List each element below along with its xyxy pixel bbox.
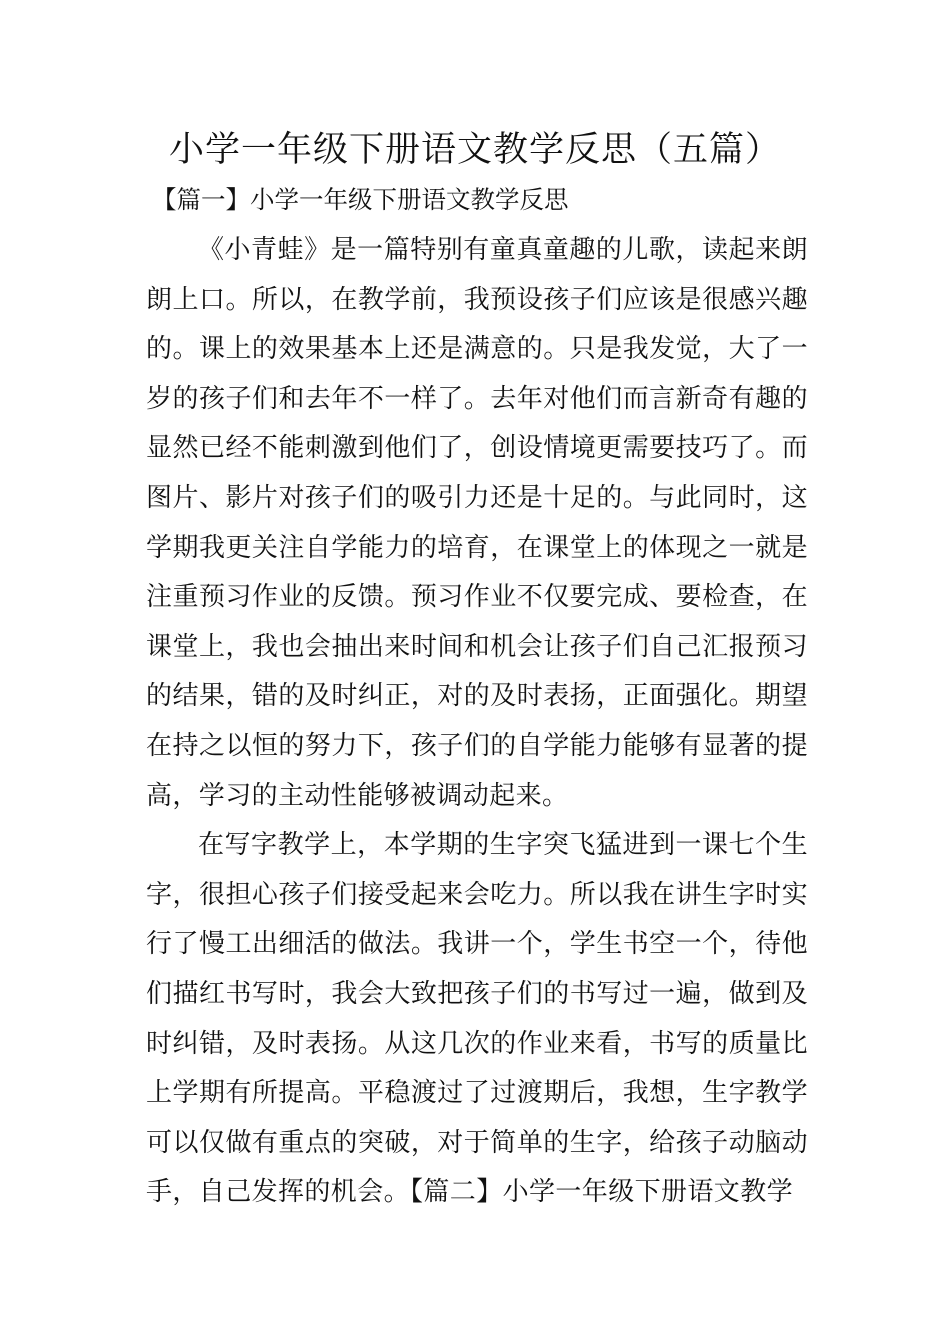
document-title: 小学一年级下册语文教学反思（五篇） [168,130,781,170]
paragraph-1: 《小青蛙》是一篇特别有童真童趣的儿歌，读起来朗朗上口。所以，在教学前，我预设孩子们应该是很感兴趣的。课上的效果基本上还是满意的。只是我发觉，大了一岁的孩子们和去年不一样了。去年对他们而言新奇有趣的显然已经不能刺激到他们了，创设情境更需要技巧了。而图片、影片对孩子们的吸引力还是十足的。与此同时，这学期我更关注自学能力的培育，在课堂上的体现之一就是注重预习作业的反馈。预习作业不仅要完成、要检查，在课堂上，我也会抽出来时间和机会让孩子们自己汇报预习的结果，错的及时纠正，对的及时表扬，正面强化。期望在持之以恒的努力下，孩子们的自学能力能够有显著的提高，学习的主动性能够被调动起来。 [146,235,808,811]
document-body [146,226,808,1218]
paragraph-2: 在写字教学上，本学期的生字突飞猛进到一课七个生字，很担心孩子们接受起来会吃力。所以我在讲生字时实行了慢工出细活的做法。我讲一个，学生书空一个，待他们描红书写时，我会大致把孩子们的书写过一遍，做到及时纠错，及时表扬。从这几次的作业来看，书写的质量比上学期有所提高。平稳渡过了过渡期后，我想，生字教学可以仅做有重点的突破，对于简单的生字，给孩子动脑动手，自己发挥的机会。【篇二】小学一年级下册语文教学 [146,830,808,1208]
section-heading: 【篇一】小学一年级下册语文教学反思 [152,185,569,214]
